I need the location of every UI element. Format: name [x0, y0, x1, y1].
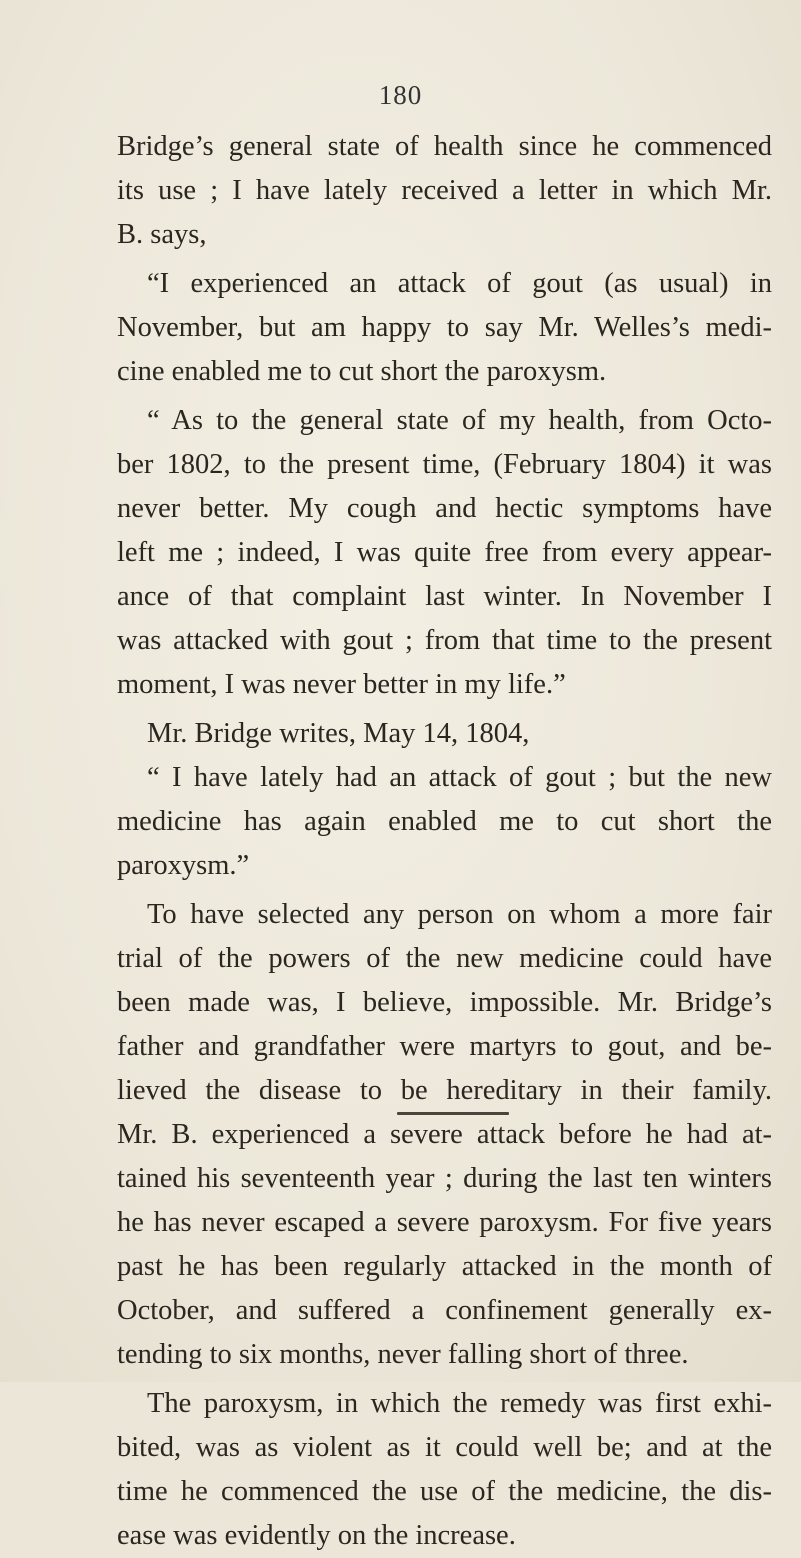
text-line: The paroxysm, in which the remedy was first exhi- [147, 1388, 772, 1419]
text-line: cine enabled me to cut short the paroxysm. [117, 356, 607, 387]
paragraph [117, 1382, 772, 1558]
paragraph [117, 712, 772, 756]
text-line: trial of the powers of the new medicine could have [117, 943, 772, 974]
text-line: father and grandfather were martyrs to gout, and be- [117, 1031, 772, 1062]
text-line: moment, I was never better in my life.” [117, 669, 566, 700]
text-line: ance of that complaint last winter. In November I [117, 581, 772, 612]
text-line: B. says, [117, 219, 207, 250]
text-line: was attacked with gout ; from that time to the present [117, 625, 772, 656]
text-line: tained his seventeenth year ; during the last ten winters [117, 1163, 772, 1194]
text-line: To have selected any person on whom a more fair [147, 899, 772, 930]
paragraph [117, 893, 772, 1377]
body-text [117, 125, 772, 1558]
paragraph [117, 756, 772, 888]
page-number: 180 [378, 80, 423, 110]
text-line: Bridge’s general state of health since he commenced [117, 131, 772, 162]
text-line: “ As to the general state of my health, from Octo- [147, 405, 772, 436]
text-line: October, and suffered a confinement generally ex- [117, 1295, 772, 1326]
text-line: he has never escaped a severe paroxysm. For five years [117, 1207, 772, 1238]
text-line: Mr. B. experienced a severe attack before he had at- [117, 1119, 772, 1150]
text-line: bited, was as violent as it could well be; and at the [117, 1432, 772, 1463]
text-line: its use ; I have lately received a letter in which Mr. [117, 175, 772, 206]
text-line: never better. My cough and hectic symptoms have [117, 493, 772, 524]
text-line: November, but am happy to say Mr. Welles’s medi- [117, 312, 772, 343]
paragraph [117, 125, 772, 257]
paragraph [117, 262, 772, 394]
text-line: lieved the disease to be hereditary in their family. [117, 1075, 772, 1106]
paragraph [117, 399, 772, 707]
text-line: time he commenced the use of the medicine, the dis- [117, 1476, 772, 1507]
text-line: Mr. Bridge writes, May 14, 1804, [147, 718, 530, 749]
text-line: paroxysm.” [117, 850, 250, 881]
text-line: ber 1802, to the present time, (February 1804) it was [117, 449, 772, 480]
text-line: tending to six months, never falling short of three. [117, 1339, 689, 1370]
text-line: past he has been regularly attacked in the month of [117, 1251, 772, 1282]
text-line: “I experienced an attack of gout (as usual) in [147, 268, 772, 299]
text-line: been made was, I believe, impossible. Mr. Bridge’s [117, 987, 772, 1018]
text-line: “ I have lately had an attack of gout ; but the new [147, 762, 772, 793]
text-line: medicine has again enabled me to cut short the [117, 806, 772, 837]
section-divider [397, 1112, 509, 1115]
text-line: ease was evidently on the increase. [117, 1520, 516, 1551]
text-line: left me ; indeed, I was quite free from every appear- [117, 537, 772, 568]
